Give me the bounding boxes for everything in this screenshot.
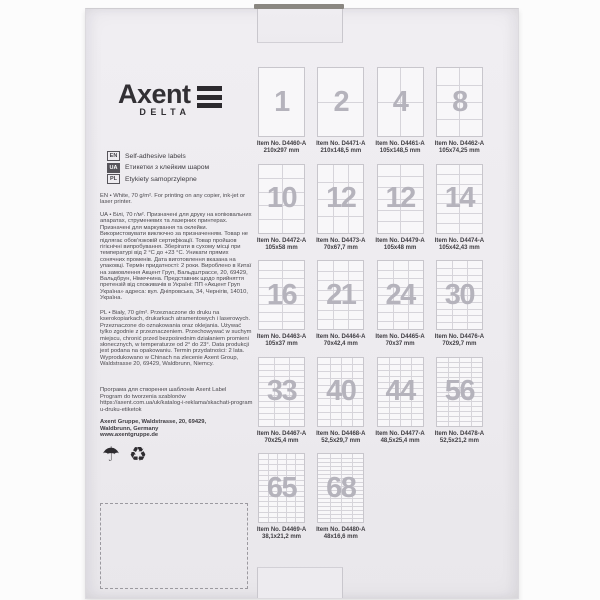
label-sheet-preview	[258, 357, 305, 427]
label-dimensions: 52,5x21,2 mm	[439, 437, 479, 444]
brand-subname: DELTA	[139, 107, 191, 117]
item-number: Item No. D4472-A	[256, 237, 307, 244]
label-layout-cell	[377, 260, 424, 357]
label-layout-cell	[317, 453, 364, 550]
label-layout-cell	[436, 67, 483, 164]
labels-per-sheet-count: 1	[274, 85, 289, 118]
lang-label-ua: Етикетки з клейким шаром	[125, 164, 210, 171]
label-dimensions: 70x25,4 mm	[264, 437, 299, 444]
label-layout-cell	[317, 357, 364, 454]
lang-badge-en: EN	[107, 151, 120, 161]
description-en: EN • White, 70 g/m². For printing on any copier, ink-jet or laser printer.	[100, 193, 246, 206]
label-dimensions: 105x37 mm	[265, 341, 298, 347]
software-line-pl: Program do tworzenia szablonów	[100, 393, 186, 400]
label-sheet-preview	[317, 260, 364, 330]
label-sheet-preview	[377, 260, 424, 330]
item-number: Item No. D4474-A	[434, 237, 485, 244]
lang-badge-pl: PL	[107, 174, 120, 184]
label-dimensions: 105x42,43 mm	[439, 244, 480, 251]
language-list	[107, 151, 209, 186]
manufacturer-address	[100, 419, 254, 439]
label-layout-cell	[258, 260, 305, 357]
label-dimensions: 105x148,5 mm	[379, 148, 421, 154]
label-dimensions: 210x148,5 mm	[320, 148, 362, 154]
lang-label-pl: Etykiety samoprzylepne	[125, 175, 197, 183]
software-url: https://axent.com.ua/uk/katalog-i-reklama/skachati-programu-druku-etiketok	[100, 400, 253, 413]
label-sheet-preview	[258, 260, 305, 330]
item-number: Item No. D4480-A	[316, 527, 366, 533]
label-dimensions: 70x42,4 mm	[323, 341, 358, 347]
item-number: Item No. D4469-A	[256, 527, 307, 533]
label-sheet-preview	[436, 164, 483, 234]
labels-per-sheet-count: 4	[392, 85, 408, 118]
label-layouts-grid	[258, 67, 484, 550]
labels-per-sheet-count: 30	[444, 278, 475, 311]
box-bottom-tuck-notch	[257, 567, 343, 598]
labels-per-sheet-count: 68	[326, 471, 356, 504]
sticker-placement-area	[100, 503, 248, 589]
language-row-en	[107, 151, 209, 161]
label-layout-cell	[377, 164, 424, 261]
labels-per-sheet-count: 12	[385, 182, 415, 214]
keep-dry-umbrella-icon: ☂	[102, 444, 120, 466]
label-sheet-preview	[317, 357, 364, 427]
packaging-icons	[102, 443, 147, 467]
label-sheet-preview	[436, 260, 483, 330]
label-sheet-preview	[436, 357, 483, 427]
language-row-pl	[107, 174, 209, 184]
label-layout-cell	[258, 67, 305, 164]
item-number: Item No. D4471-A	[316, 141, 366, 147]
labels-per-sheet-count: 33	[266, 375, 297, 407]
label-dimensions: 70x29,7 mm	[442, 341, 477, 347]
labels-per-sheet-count: 44	[385, 375, 415, 407]
software-line-ua: Програма для створення шаблонів Axent Label	[100, 387, 227, 393]
label-dimensions: 105x74,25 mm	[439, 148, 480, 154]
label-layout-cell	[258, 357, 305, 454]
label-layout-cell	[377, 357, 424, 454]
labels-per-sheet-count: 16	[266, 278, 297, 311]
item-number: Item No. D4464-A	[316, 334, 366, 340]
label-sheet-preview	[317, 453, 364, 523]
item-number: Item No. D4468-A	[316, 430, 366, 437]
template-software-note	[100, 387, 254, 413]
item-number: Item No. D4467-A	[256, 430, 307, 437]
label-dimensions: 48,5x25,4 mm	[380, 437, 420, 444]
label-box-front	[85, 8, 519, 599]
labels-per-sheet-count: 65	[266, 471, 297, 504]
labels-per-sheet-count: 24	[385, 278, 415, 311]
label-sheet-preview	[377, 67, 424, 137]
lang-label-en: Self-adhesive labels	[125, 152, 186, 160]
label-layout-cell	[258, 164, 305, 261]
label-sheet-preview	[436, 67, 483, 137]
box-top-tuck-notch	[257, 9, 343, 43]
label-sheet-preview	[258, 164, 305, 234]
brand-name: Axent	[118, 79, 191, 109]
labels-per-sheet-count: 12	[326, 182, 356, 214]
labels-per-sheet-count: 2	[333, 85, 349, 118]
item-number: Item No. D4476-A	[434, 334, 485, 340]
label-dimensions: 105x48 mm	[383, 244, 417, 251]
item-number: Item No. D4477-A	[375, 430, 425, 437]
label-sheet-preview	[258, 67, 305, 137]
label-sheet-preview	[377, 357, 424, 427]
label-layout-cell	[436, 164, 483, 261]
label-dimensions: 70x37 mm	[385, 341, 415, 347]
label-dimensions: 38,1x21,2 mm	[261, 534, 302, 540]
item-number: Item No. D4479-A	[375, 237, 425, 244]
item-number: Item No. D4462-A	[434, 141, 485, 147]
labels-per-sheet-count: 8	[452, 85, 467, 118]
lang-badge-ua: UA	[107, 163, 120, 173]
item-number: Item No. D4463-A	[256, 334, 307, 340]
brand-logo	[118, 79, 222, 117]
label-layout-cell	[436, 357, 483, 454]
item-number: Item No. D4478-A	[434, 430, 485, 437]
item-number: Item No. D4460-A	[256, 141, 307, 147]
item-number: Item No. D4465-A	[375, 334, 425, 340]
address-website: www.axentgruppe.de	[100, 432, 159, 439]
label-layout-cell	[317, 67, 364, 164]
label-dimensions: 70x67,7 mm	[323, 244, 358, 251]
address-line-1: Axent Gruppe, Waldstrasse, 20, 69429,	[100, 419, 207, 425]
description-pl: PL • Biały, 70 g/m². Przeznaczone do druku na kserokopiarkach, drukarkach atramentowych i laserowych. Przeznaczone do oznakowania oraz oklejania. Używać tylko zgodnie z przeznaczeniem. Przechowywać w suchym miejscu, chronić przed bezpośrednim działaniem promieni słonecznych, w temperaturze od 2° do 23°. Data produkcji jest podana na opakowaniu. Termin przydatności: 2 lata. Wyprodukowano w Chinach na zlecenie Axent Group, Waldstrasse 20, 69429, Waldbrunn, Niemcy.	[100, 310, 252, 368]
labels-per-sheet-count: 40	[326, 375, 356, 407]
labels-per-sheet-count: 21	[326, 278, 356, 311]
recycle-icon: ♻	[128, 444, 147, 466]
label-dimensions: 105x58 mm	[265, 244, 298, 251]
label-layout-cell	[317, 260, 364, 357]
label-dimensions: 52,5x29,7 mm	[321, 437, 361, 444]
label-sheet-preview	[317, 67, 364, 137]
label-layout-cell	[436, 260, 483, 357]
labels-per-sheet-count: 14	[444, 182, 475, 214]
label-sheet-preview	[377, 164, 424, 234]
item-number: Item No. D4461-A	[375, 141, 425, 147]
item-number: Item No. D4473-A	[316, 237, 366, 244]
label-layout-cell	[258, 453, 305, 550]
label-sheet-preview	[317, 164, 364, 234]
description-ua: UA • Білі, 70 г/м². Призначені для друку на копіювальних апаратах, струменевих та лазерних принтерах. Призначені для маркування та оклейки. Використовувати виключно за призначенням. Товар не підлягає обов'язковій сертифікації. Товар пройшов гігієнічні випробування. Зберігати в сухому місці при температурі від 2 °С до +23 °С. Уникати прямих сонячних променів. Дата виготовлення вказана на упаковці. Термін придатності: 2 роки. Вироблено в Китаї на замовлення Акцент Груп, Вальдштрассе, 20, 69429, Вальдбрун, Німеччина. Представник щодо прийняття претензій від споживачів в Україні: ПП «Акцент Груп Україна» адреса: вул. Дніпровська, 34, Чернігів, 14010, Україна.	[100, 212, 252, 302]
language-row-ua	[107, 163, 209, 173]
address-line-2: Waldbrunn, Germany	[100, 425, 159, 432]
labels-per-sheet-count: 56	[444, 375, 475, 407]
label-sheet-preview	[258, 453, 305, 523]
label-dimensions: 210x297 mm	[263, 148, 300, 154]
brand-bars-icon	[197, 86, 222, 117]
labels-per-sheet-count: 10	[266, 182, 297, 214]
label-layout-cell	[317, 164, 364, 261]
label-layout-cell	[377, 67, 424, 164]
label-dimensions: 48x16,6 mm	[323, 534, 358, 540]
